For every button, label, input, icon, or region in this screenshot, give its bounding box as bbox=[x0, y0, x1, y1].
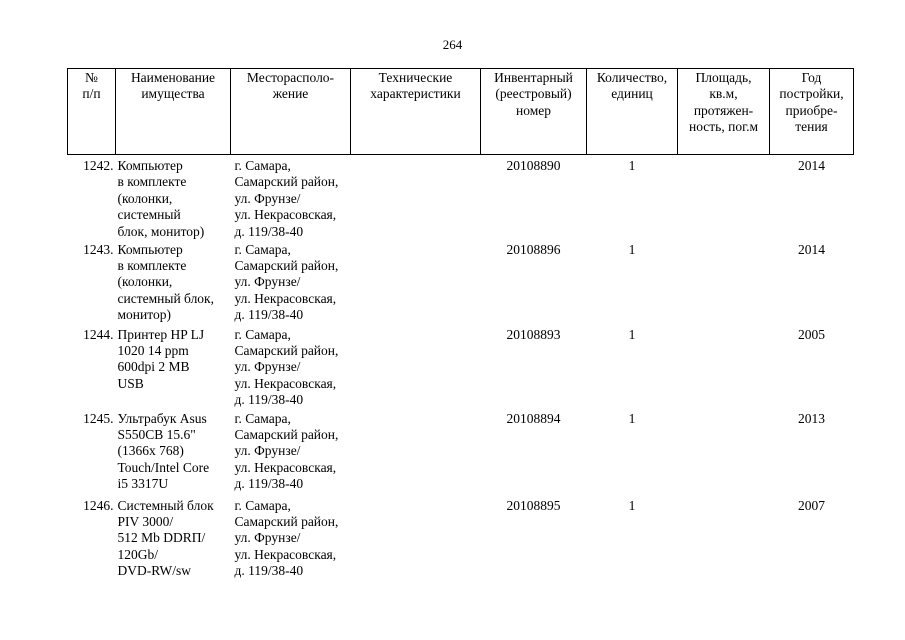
cell-number: 1246. bbox=[83, 497, 114, 513]
page-number: 264 bbox=[442, 37, 463, 52]
cell-location bbox=[231, 155, 351, 242]
text-line: Год bbox=[801, 70, 822, 85]
text-line: ул. Фрунзе/ bbox=[234, 190, 301, 206]
text-line: системный блок, bbox=[117, 290, 214, 306]
text-line: тения bbox=[795, 119, 828, 135]
header-location bbox=[231, 69, 351, 155]
text-line: жение bbox=[272, 86, 309, 102]
text-line: Самарский район, bbox=[234, 513, 339, 529]
table-row bbox=[68, 155, 854, 242]
text-line: г. Самара, bbox=[234, 497, 291, 513]
cell-number: 1243. bbox=[83, 241, 114, 257]
table-row bbox=[68, 411, 854, 498]
text-line: Площадь, bbox=[695, 70, 752, 85]
text-line: Месторасполо- bbox=[246, 70, 335, 85]
text-line: (реестровый) bbox=[495, 86, 572, 102]
cell-area bbox=[678, 155, 770, 242]
text-line: протяжен- bbox=[693, 102, 754, 118]
text-line: в комплекте bbox=[117, 257, 187, 273]
cell-area bbox=[678, 498, 770, 584]
cell-area bbox=[678, 411, 770, 498]
text-line: Системный блок bbox=[117, 497, 214, 513]
text-line: ул. Некрасовская, bbox=[234, 459, 337, 475]
text-line: д. 119/38-40 bbox=[234, 563, 304, 579]
text-line: д. 119/38-40 bbox=[234, 223, 304, 239]
cell-location bbox=[231, 411, 351, 498]
header-inventory-number bbox=[481, 69, 587, 155]
text-line: в комплекте bbox=[117, 174, 187, 190]
cell-year: 2014 bbox=[798, 158, 825, 173]
text-line: г. Самара, bbox=[234, 241, 291, 257]
text-line: Технические bbox=[378, 70, 453, 85]
table-row bbox=[68, 242, 854, 327]
text-line: Принтер HP LJ bbox=[117, 326, 205, 342]
text-line: ул. Фрунзе/ bbox=[234, 359, 301, 375]
text-line: системный bbox=[117, 207, 181, 223]
cell-year: 2007 bbox=[798, 497, 825, 513]
text-line: приобре- bbox=[785, 102, 838, 118]
cell-tech bbox=[351, 327, 481, 411]
cell-inventory-number: 20108890 bbox=[506, 158, 561, 173]
table-row bbox=[68, 498, 854, 584]
text-line: г. Самара, bbox=[234, 326, 291, 342]
text-line: 600dpi 2 MB bbox=[117, 359, 190, 375]
inventory-table bbox=[67, 68, 854, 584]
cell-name bbox=[116, 411, 231, 498]
text-line: кв.м, bbox=[709, 86, 738, 102]
text-line: Самарский район, bbox=[234, 426, 339, 442]
cell-year: 2013 bbox=[798, 410, 825, 426]
text-line: (1366x 768) bbox=[117, 443, 184, 459]
cell-tech bbox=[351, 155, 481, 242]
text-line: (колонки, bbox=[117, 274, 173, 290]
text-line: постройки, bbox=[779, 86, 844, 102]
text-line: DVD-RW/sw bbox=[117, 563, 191, 579]
text-line: Компьютер bbox=[117, 158, 183, 173]
text-line: Touch/Intel Core bbox=[117, 459, 210, 475]
text-line: ность, пог.м bbox=[688, 119, 759, 135]
text-line: Самарский район, bbox=[234, 257, 339, 273]
text-line: Количество, bbox=[596, 70, 668, 85]
header-year bbox=[770, 69, 854, 155]
text-line: ул. Фрунзе/ bbox=[234, 443, 301, 459]
cell-inventory-number: 20108895 bbox=[506, 497, 561, 513]
text-line: п/п bbox=[82, 86, 101, 102]
text-line: характеристики bbox=[370, 86, 461, 102]
cell-quantity: 1 bbox=[628, 158, 636, 173]
text-line: USB bbox=[117, 375, 144, 391]
cell-year: 2014 bbox=[798, 241, 825, 257]
cell-number: 1244. bbox=[83, 326, 114, 342]
cell-number: 1245. bbox=[83, 410, 114, 426]
cell-tech bbox=[351, 411, 481, 498]
text-line: единиц bbox=[611, 86, 653, 102]
text-line: д. 119/38-40 bbox=[234, 476, 304, 492]
text-line: Ультрабук Asus bbox=[117, 410, 207, 426]
header-number bbox=[68, 69, 116, 155]
text-line: д. 119/38-40 bbox=[234, 307, 304, 323]
text-line: Инвентарный bbox=[494, 70, 573, 85]
text-line: PIV 3000/ bbox=[117, 513, 174, 529]
text-line: (колонки, bbox=[117, 190, 173, 206]
cell-area bbox=[678, 242, 770, 327]
header-name bbox=[116, 69, 231, 155]
text-line: 120Gb/ bbox=[117, 546, 158, 562]
cell-year: 2005 bbox=[798, 326, 825, 342]
text-line: Самарский район, bbox=[234, 174, 339, 190]
cell-inventory-number: 20108894 bbox=[506, 410, 561, 426]
cell-location bbox=[231, 498, 351, 584]
cell-inventory-number: 20108896 bbox=[506, 241, 561, 257]
text-line: номер bbox=[515, 102, 551, 118]
text-line: ул. Некрасовская, bbox=[234, 375, 337, 391]
cell-inventory-number: 20108893 bbox=[506, 326, 561, 342]
cell-name bbox=[116, 498, 231, 584]
cell-name bbox=[116, 242, 231, 327]
text-line: i5 3317U bbox=[117, 476, 169, 492]
text-line: ул. Некрасовская, bbox=[234, 546, 337, 562]
cell-tech bbox=[351, 242, 481, 327]
text-line: ул. Некрасовская, bbox=[234, 290, 337, 306]
header-tech bbox=[351, 69, 481, 155]
cell-number: 1242. bbox=[83, 158, 114, 173]
cell-quantity: 1 bbox=[628, 410, 636, 426]
text-line: г. Самара, bbox=[234, 410, 291, 426]
text-line: 512 Mb DDRП/ bbox=[117, 530, 206, 546]
text-line: имущества bbox=[141, 86, 205, 102]
cell-tech bbox=[351, 498, 481, 584]
text-line: Наименование bbox=[130, 70, 216, 85]
text-line: блок, монитор) bbox=[117, 223, 205, 239]
cell-location bbox=[231, 327, 351, 411]
table-header-row bbox=[68, 69, 854, 155]
cell-name bbox=[116, 327, 231, 411]
cell-area bbox=[678, 327, 770, 411]
cell-location bbox=[231, 242, 351, 327]
cell-name bbox=[116, 155, 231, 242]
text-line: монитор) bbox=[117, 307, 171, 323]
text-line: Компьютер bbox=[117, 241, 183, 257]
text-line: д. 119/38-40 bbox=[234, 392, 304, 408]
text-line: ул. Некрасовская, bbox=[234, 207, 337, 223]
header-area bbox=[678, 69, 770, 155]
text-line: ул. Фрунзе/ bbox=[234, 530, 301, 546]
text-line: S550CB 15.6" bbox=[117, 426, 196, 442]
text-line: г. Самара, bbox=[234, 158, 291, 173]
cell-quantity: 1 bbox=[628, 497, 636, 513]
text-line: Самарский район, bbox=[234, 342, 339, 358]
text-line: ул. Фрунзе/ bbox=[234, 274, 301, 290]
text-line: 1020 14 ppm bbox=[117, 342, 189, 358]
table-row bbox=[68, 327, 854, 411]
header-quantity bbox=[587, 69, 678, 155]
cell-quantity: 1 bbox=[628, 241, 636, 257]
cell-quantity: 1 bbox=[628, 326, 636, 342]
text-line: № bbox=[85, 70, 98, 85]
